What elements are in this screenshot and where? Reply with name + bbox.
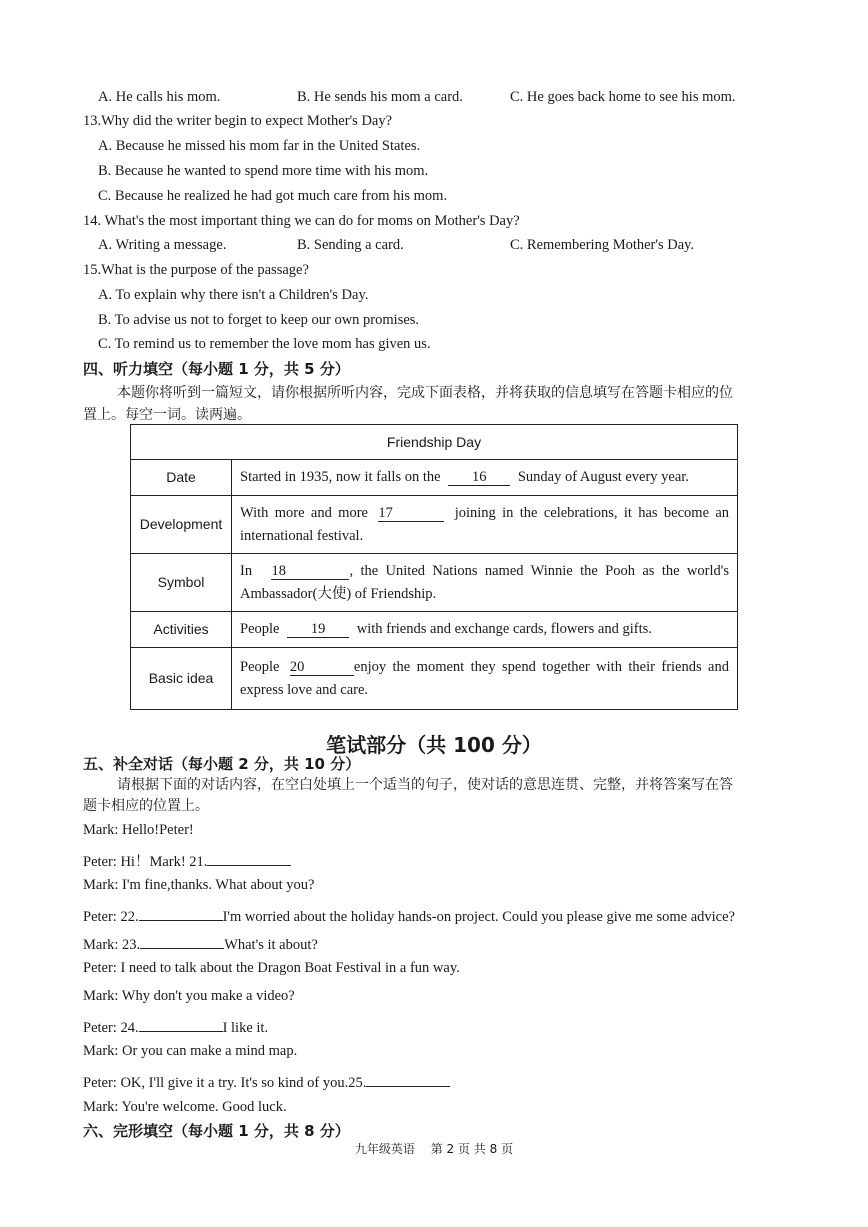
dialogue-line: Peter: 24. I like it. xyxy=(83,1015,268,1037)
section-4-heading: 四、听力填空（每小题 1 分，共 5 分） xyxy=(83,360,350,378)
answer-blank-20: 20 xyxy=(290,659,354,676)
row-content: People 20 enjoy the moment they spend together with their friends and express love and care. xyxy=(232,648,738,710)
dialogue-line: Peter: OK, I'll give it a try. It's so kind of you.25. xyxy=(83,1070,450,1092)
q15-option-b: B. To advise us not to forget to keep our own promises. xyxy=(98,312,420,328)
q13-option-c: C. Because he realized he had got much care from his mom. xyxy=(98,188,448,204)
answer-blank-16: 16 xyxy=(448,469,510,486)
answer-blank-24 xyxy=(139,1015,223,1032)
q12-option-a: A. He calls his mom. xyxy=(98,89,221,105)
answer-blank-25 xyxy=(366,1070,450,1087)
dialogue-line: Mark: Why don't you make a video? xyxy=(83,988,295,1004)
section-5-instruction-line2: 题卡相应的位置上。 xyxy=(83,798,209,814)
row-content: Started in 1935, now it falls on the 16 Sunday of August every year. xyxy=(232,460,738,496)
answer-blank-21 xyxy=(207,849,291,866)
dialogue-line: Peter: Hi！Mark! 21. xyxy=(83,849,291,871)
dialogue-line: Mark: I'm fine,thanks. What about you? xyxy=(83,877,315,893)
q14-option-b: B. Sending a card. xyxy=(297,237,404,253)
q13-option-b: B. Because he wanted to spend more time with his mom. xyxy=(98,163,429,179)
table-row xyxy=(131,496,738,554)
section-5-heading: 五、补全对话（每小题 2 分，共 10 分） xyxy=(83,755,361,773)
q13-option-a: A. Because he missed his mom far in the United States. xyxy=(98,138,421,154)
row-label-activities: Activities xyxy=(131,612,232,648)
dialogue-line: Peter: 22. I'm worried about the holiday hands-on project. Could you please give me some advice? xyxy=(83,904,735,926)
q12-option-b: B. He sends his mom a card. xyxy=(297,89,463,105)
table-title: Friendship Day xyxy=(131,425,738,460)
friendship-day-table xyxy=(130,424,738,710)
table-row xyxy=(131,648,738,710)
section-4-instruction-line1: 本题你将听到一篇短文，请你根据所听内容，完成下面表格，并将获取的信息填写在答题卡相应的位 xyxy=(117,385,733,401)
answer-blank-18: 18 xyxy=(271,563,349,580)
q15-option-c: C. To remind us to remember the love mom has given us. xyxy=(98,336,431,352)
q12-option-c: C. He goes back home to see his mom. xyxy=(510,89,736,105)
q14-option-a: A. Writing a message. xyxy=(98,237,227,253)
section-5-instruction-line1: 请根据下面的对话内容，在空白处填上一个适当的句子，使对话的意思连贯、完整，并将答案写在答 xyxy=(117,777,733,793)
table-row xyxy=(131,460,738,496)
row-label-basic-idea: Basic idea xyxy=(131,648,232,710)
dialogue-line: Peter: I need to talk about the Dragon Boat Festival in a fun way. xyxy=(83,960,460,976)
q15-option-a: A. To explain why there isn't a Children's Day. xyxy=(98,287,369,303)
answer-blank-22 xyxy=(139,904,223,921)
q14-stem: 14. What's the most important thing we can do for moms on Mother's Day? xyxy=(83,213,520,229)
row-content: In 18 , the United Nations named Winnie the Pooh as the world's Ambassador(大使) of Friendship. xyxy=(232,554,738,612)
table-row xyxy=(131,554,738,612)
section-4-instruction-line2: 置上。每空一词。读两遍。 xyxy=(83,407,251,423)
written-part-title: 笔试部分（共 100 分） xyxy=(326,733,542,757)
row-content: With more and more 17 joining in the celebrations, it has become an international festival. xyxy=(232,496,738,554)
section-6-heading: 六、完形填空（每小题 1 分，共 8 分） xyxy=(83,1122,350,1140)
row-label-date: Date xyxy=(131,460,232,496)
dialogue-line: Mark: Hello!Peter! xyxy=(83,822,194,838)
dialogue-line: Mark: You're welcome. Good luck. xyxy=(83,1099,287,1115)
q13-stem: 13.Why did the writer begin to expect Mother's Day? xyxy=(83,113,393,129)
row-label-development: Development xyxy=(131,496,232,554)
q14-option-c: C. Remembering Mother's Day. xyxy=(510,237,695,253)
row-label-symbol: Symbol xyxy=(131,554,232,612)
page-footer: 九年级英语 第 2 页 共 8 页 xyxy=(354,1142,514,1156)
table-row xyxy=(131,612,738,648)
q15-stem: 15.What is the purpose of the passage? xyxy=(83,262,309,278)
row-content: People 19 with friends and exchange cards, flowers and gifts. xyxy=(232,612,738,648)
dialogue-line: Mark: 23. What's it about? xyxy=(83,932,318,954)
answer-blank-23 xyxy=(140,932,224,949)
answer-blank-17: 17 xyxy=(378,505,444,522)
answer-blank-19: 19 xyxy=(287,621,349,638)
dialogue-line: Mark: Or you can make a mind map. xyxy=(83,1043,298,1059)
